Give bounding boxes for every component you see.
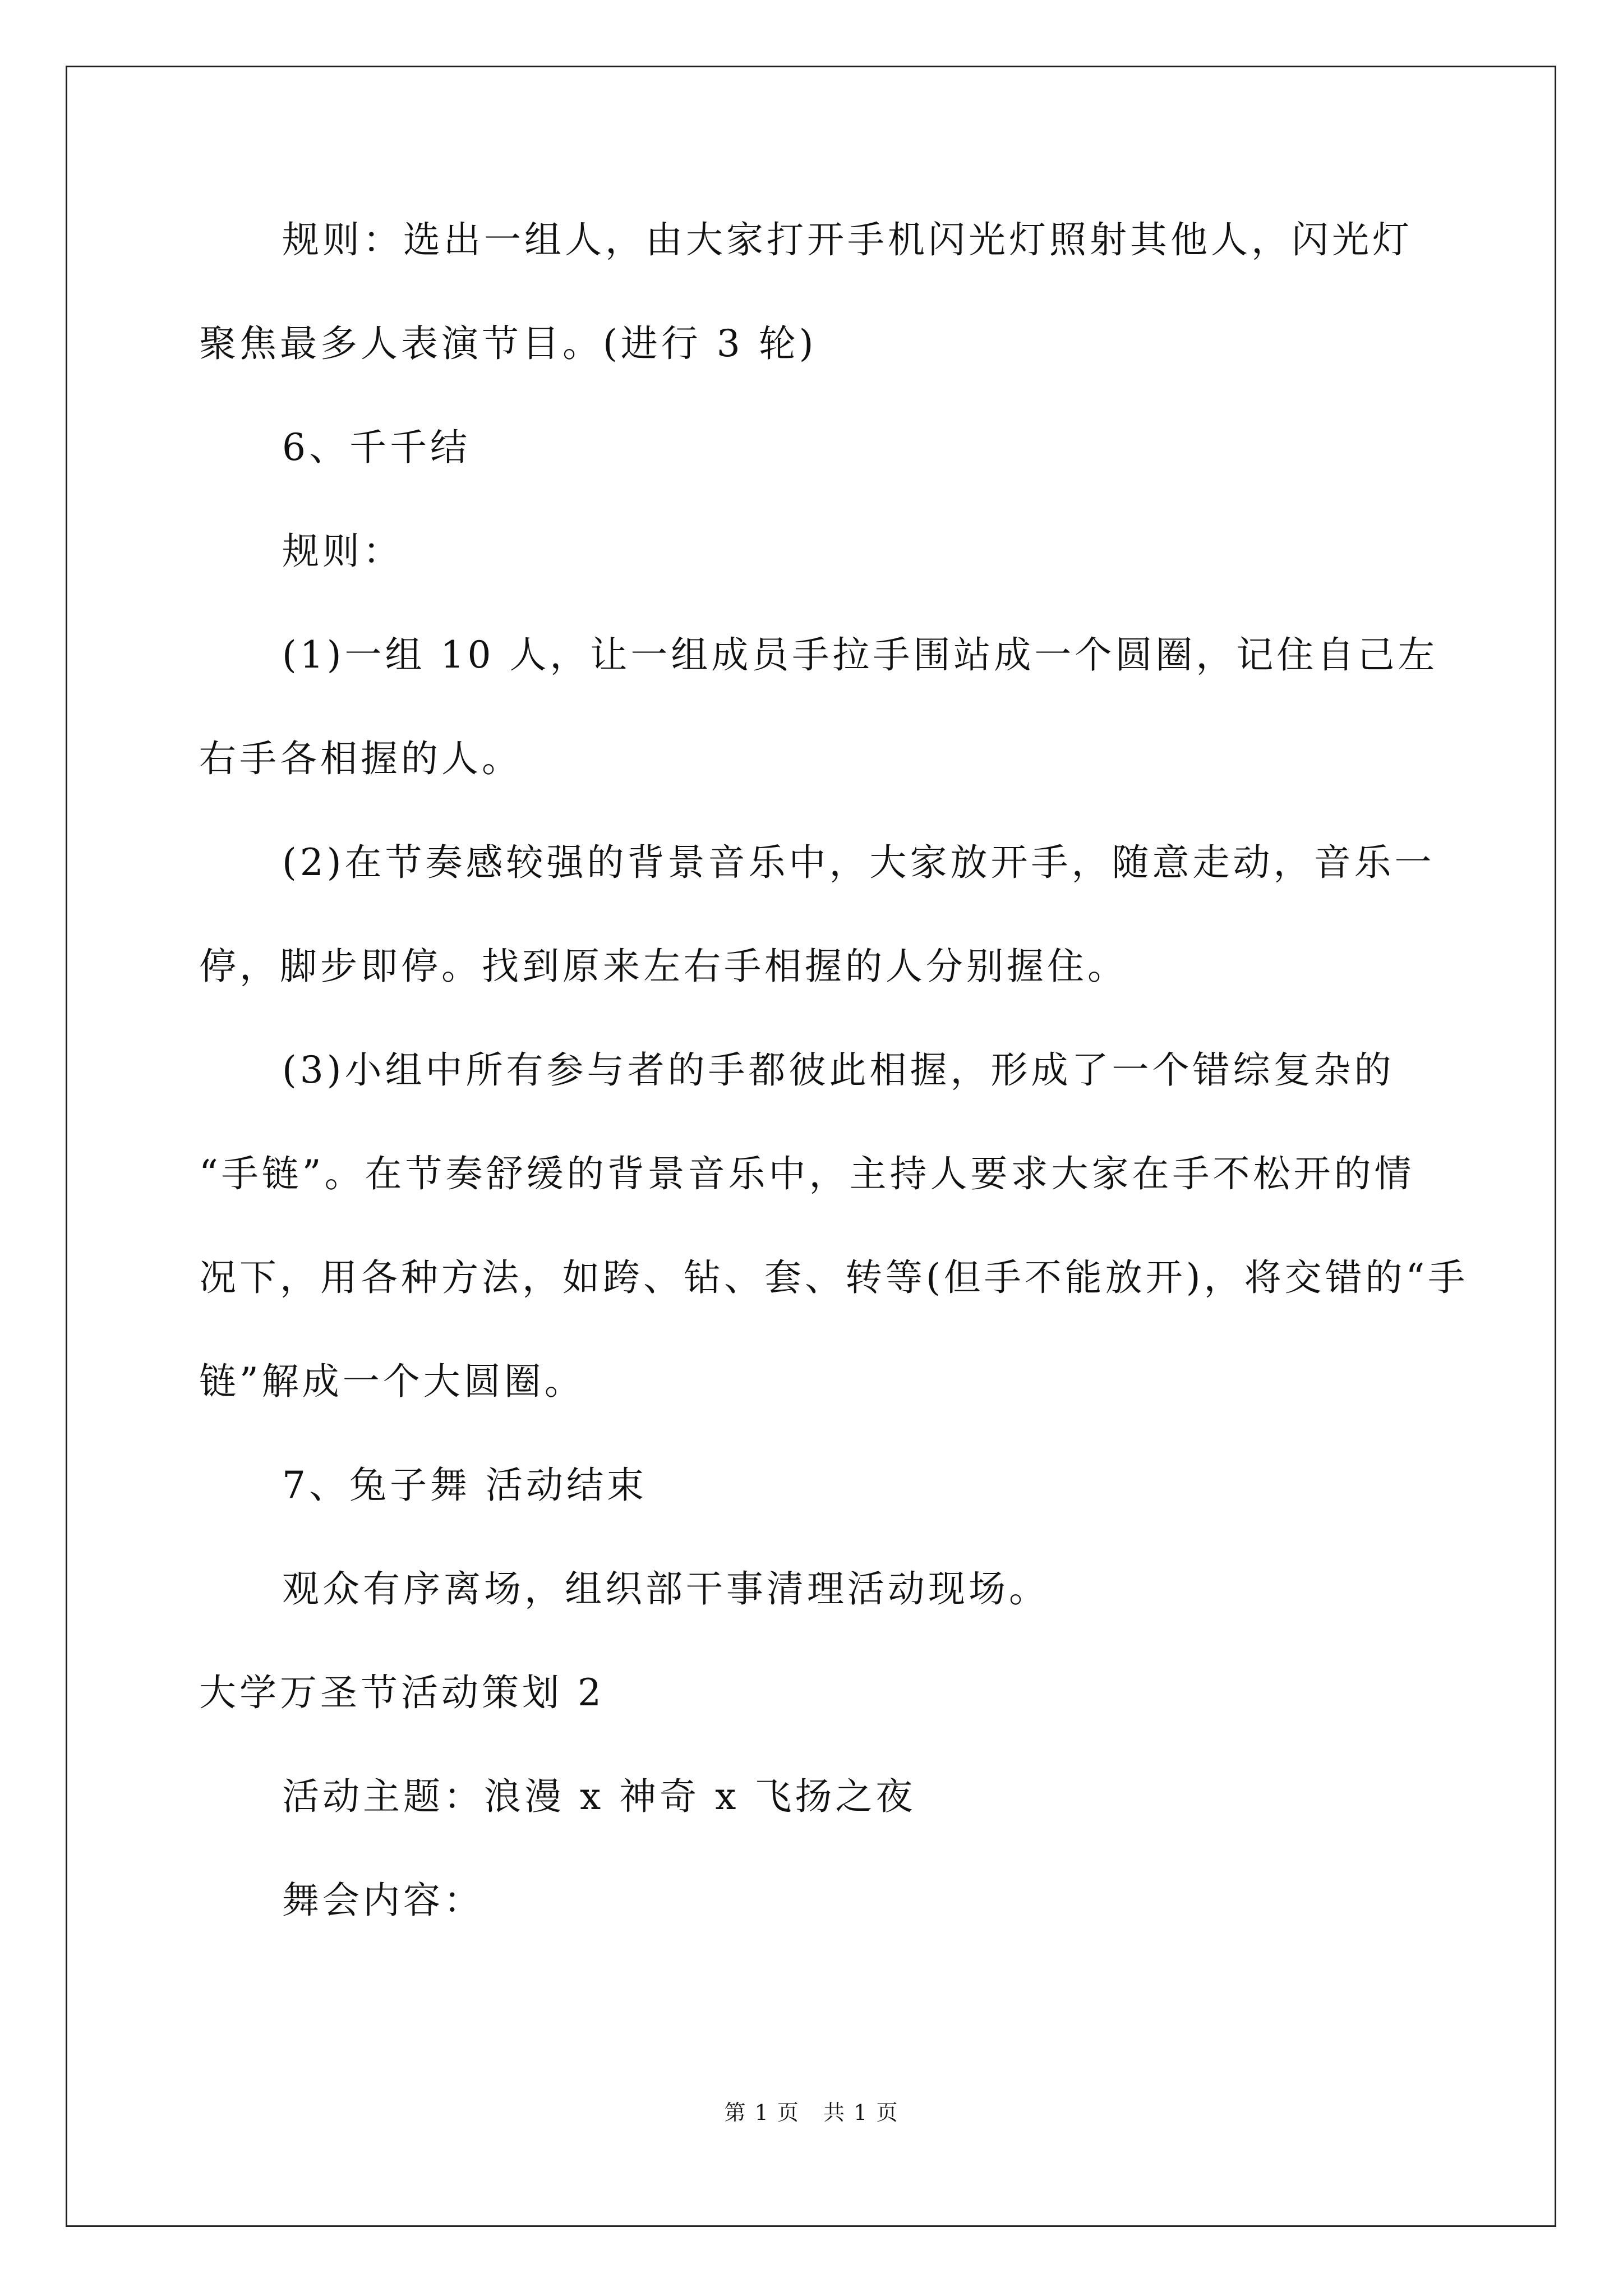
page-footer: 第 1 页 共 1 页 xyxy=(724,2100,899,2125)
document-title: 大学万圣节活动策划 2 xyxy=(199,1671,605,1714)
text-line: (2)在节奏感较强的背景音乐中，大家放开手，随意走动，音乐一 xyxy=(282,841,1435,884)
text-line: 停，脚步即停。找到原来左右手相握的人分别握住。 xyxy=(199,945,1128,988)
text-line: 链”解成一个大圆圈。 xyxy=(199,1360,585,1403)
text-line: (3)小组中所有参与者的手都彼此相握，形成了一个错综复杂的 xyxy=(282,1048,1395,1092)
text-line: 规则：选出一组人，由大家打开手机闪光灯照射其他人，闪光灯 xyxy=(282,218,1413,261)
text-line: 聚焦最多人表演节目。(进行 3 轮) xyxy=(199,322,817,365)
text-line: 观众有序离场，组织部干事清理活动现场。 xyxy=(282,1567,1049,1611)
section-heading: 7、兔子舞 活动结束 xyxy=(282,1464,647,1507)
text-line: 活动主题：浪漫 x 神奇 x 飞扬之夜 xyxy=(282,1775,916,1818)
section-heading: 6、千千结 xyxy=(282,426,471,469)
text-line: 规则： xyxy=(282,530,403,573)
text-line: 舞会内容： xyxy=(282,1879,484,1922)
text-line: 况下，用各种方法，如跨、钻、套、转等(但手不能放开)，将交错的“手 xyxy=(199,1256,1469,1299)
text-line: (1)一组 10 人，让一组成员手拉手围站成一个圆圈，记住自己左 xyxy=(282,633,1438,677)
text-line: “手链”。在节奏舒缓的背景音乐中，主持人要求大家在手不松开的情 xyxy=(199,1152,1415,1195)
text-line: 右手各相握的人。 xyxy=(199,737,522,780)
